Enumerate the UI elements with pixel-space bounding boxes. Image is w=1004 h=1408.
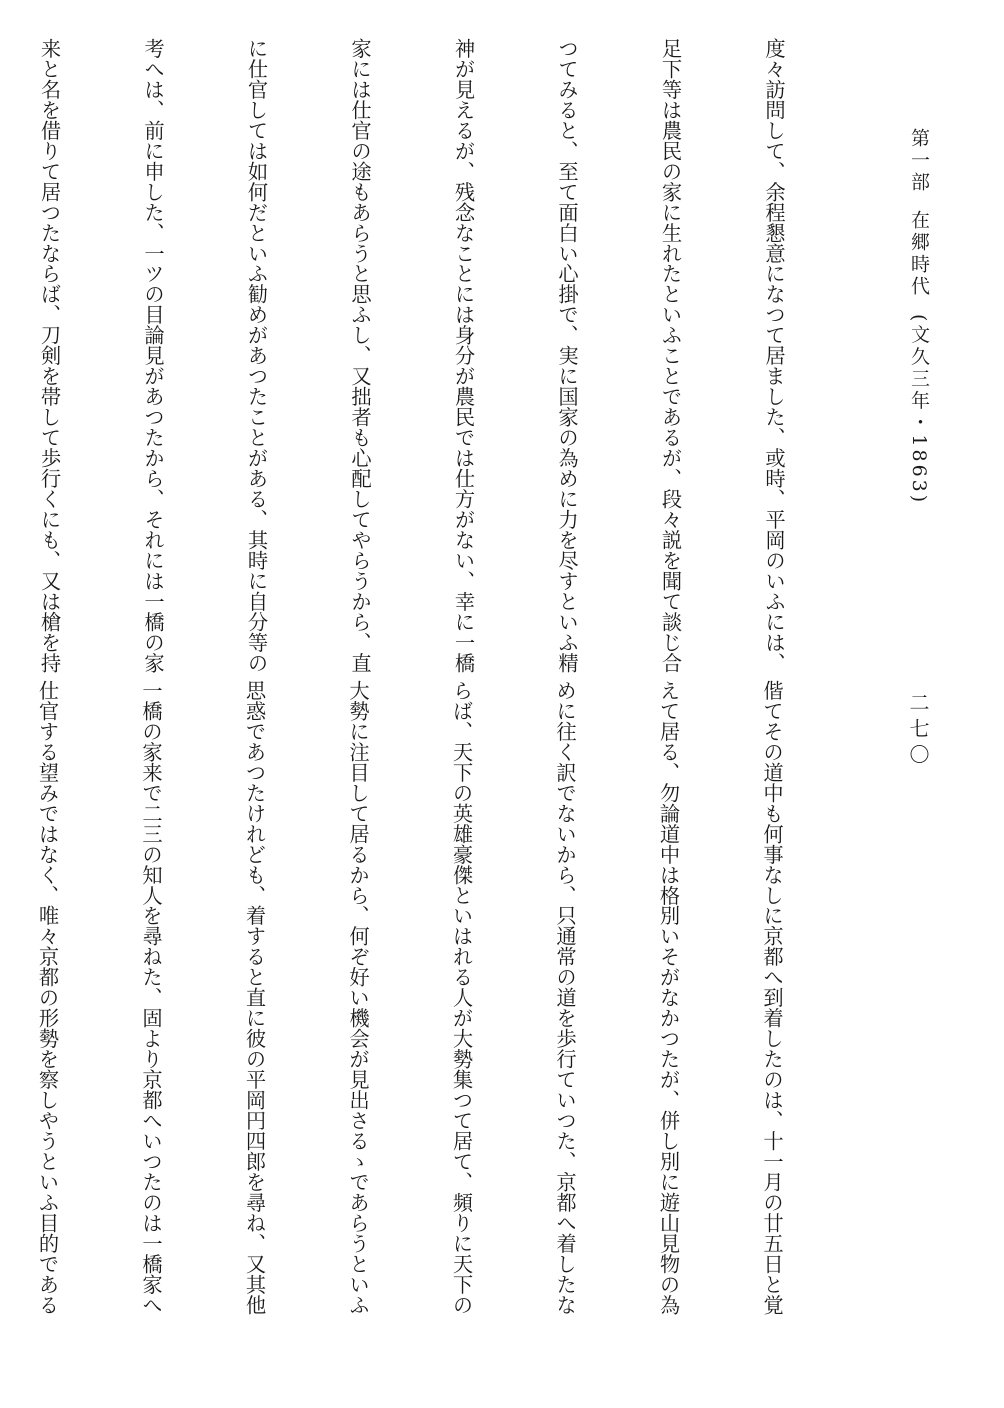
text-column: 度々訪問して、余程懇意になつて居ました、或時、平岡のいふには、 <box>762 38 786 674</box>
text-column: えて居る、勿論道中は格別いそがなかつたが、併し別に遊山見物の為 <box>656 680 681 1316</box>
text-column: らば、天下の英雄豪傑といはれる人が大勢集つて居て、頻りに天下の <box>449 680 474 1316</box>
text-column: 思惑であつたけれども、着すると直に彼の平岡円四郎を尋ね、又其他 <box>242 680 267 1316</box>
header-part: 第一部 <box>908 128 930 194</box>
text-column: めに往く訳でないから、只通常の道を歩行ていつた、京都へ着したな <box>553 680 577 1316</box>
running-header <box>905 128 933 505</box>
text-column: 仕官する望みではなく、唯々京都の形勢を察しやうといふ目的である <box>35 680 60 1316</box>
text-column: 大勢に注目して居るから、何ぞ好い機会が見出さるゝであらうといふ <box>346 680 370 1316</box>
header-era: (文久三年・1863) <box>908 314 930 506</box>
page-number: 二七〇 <box>906 692 930 770</box>
text-block-upper <box>37 38 860 674</box>
text-block-lower <box>35 680 858 1316</box>
text-column: 考へは、前に申した、一ツの目論見があつたから、それには一橋の家 <box>141 38 165 674</box>
header-section: 在郷時代 <box>908 210 930 298</box>
text-column: つてみると、至て面白い心掛で、実に国家の為めに力を尽すといふ精 <box>555 38 579 674</box>
text-column: 家には仕官の途もあらうと思ふし、又拙者も心配してやらうから、直 <box>348 38 372 674</box>
text-column: 足下等は農民の家に生れたといふことであるが、段々説を聞て談じ合 <box>658 38 683 674</box>
text-column: 神が見えるが、残念なことには身分が農民では仕方がない、幸に一橋 <box>451 38 476 674</box>
text-column: 一橋の家来で二三の知人を尋ねた、固より京都へいつたのは一橋家へ <box>139 680 163 1316</box>
text-column: 偕てその道中も何事なしに京都へ到着したのは、十一月の廿五日と覚 <box>760 680 784 1316</box>
text-column: 来と名を借りて居つたならば、刀剣を帯して歩行くにも、又は槍を持 <box>37 38 62 674</box>
text-column: に仕官しては如何だといふ勧めがあつたことがある、其時に自分等の <box>244 38 269 674</box>
